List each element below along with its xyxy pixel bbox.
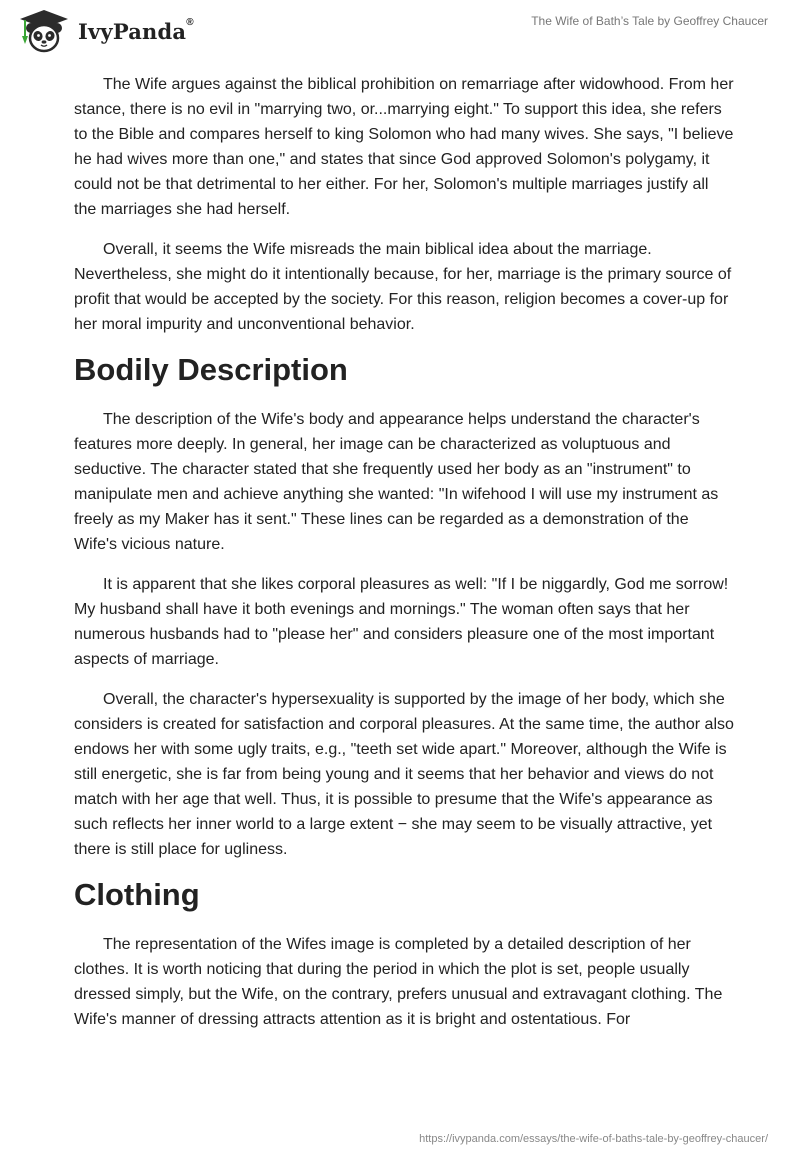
brand-name: IvyPanda® [78, 16, 194, 44]
paragraph: It is apparent that she likes corporal pleasures as well: "If I be niggardly, God me sorrow! My husband shall have it both evenings and mornings." The woman often says that her numerous husbands had to "please her" and considers pleasure one of the most important aspects of marriage. [74, 576, 729, 668]
paragraph: The representation of the Wifes image is completed by a detailed description of her clothes. It is worth noticing that during the period in which the plot is set, people usually dressed simply, but the Wife, on the contrary, prefers unusual and extravagant clothing. The Wife's manner of dressing attracts attention as it is bright and ostentatious. For [74, 936, 723, 1028]
section-heading-bodily-description: Bodily Description [74, 352, 348, 387]
logo[interactable] [16, 8, 194, 54]
paragraph: Overall, it seems the Wife misreads the main biblical idea about the marriage. Nevertheless, she might do it intentionally because, for her, marriage is the primary source of profit that would be accepted by the society. For this reason, religion becomes a cover-up for her moral impurity and unconventional behavior. [74, 241, 732, 333]
source-url[interactable]: https://ivypanda.com/essays/the-wife-of-baths-tale-by-geoffrey-chaucer/ [419, 1133, 768, 1145]
document-title: The Wife of Bath’s Tale by Geoffrey Chaucer [531, 14, 768, 28]
page-header [0, 0, 800, 60]
registered-mark: ® [186, 16, 194, 28]
paragraph: Overall, the character's hypersexuality is supported by the image of her body, which she considers is created for satisfaction and corporal pleasures. At the same time, the author also endows her with some ugly traits, e.g., "teeth set wide apart." Moreover, although the Wife is still energetic, she is far from being young and it seems that her behavior and views do not match with her age that well. Thus, it is possible to presume that the Wife's appearance as such reflects her inner world to a large extent − she may seem to be visually attractive, yet there is still place for ugliness. [74, 691, 734, 858]
section-heading-clothing: Clothing [74, 877, 200, 912]
paragraph: The description of the Wife's body and appearance helps understand the character's features more deeply. In general, her image can be characterized as voluptuous and seductive. The character stated that she frequently used her body as an "instrument" to manipulate men and achieve anything she wanted: "In wifehood I will use my instrument as freely as my Maker has it sent." These lines can be regarded as a demonstration of the Wife's vicious nature. [74, 411, 719, 553]
paragraph: The Wife argues against the biblical prohibition on remarriage after widowhood. From her stance, there is no evil in "marrying two, or...marrying eight." To support this idea, she refers to the Bible and compares herself to king Solomon who had many wives. She says, "I believe he had wives more than one," and states that since God approved Solomon's polygamy, it could not be that detrimental to her either. For her, Solomon's multiple marriages justify all the marriages she had herself. [74, 76, 734, 218]
panda-logo-icon [16, 8, 72, 54]
essay-body [74, 72, 734, 1047]
